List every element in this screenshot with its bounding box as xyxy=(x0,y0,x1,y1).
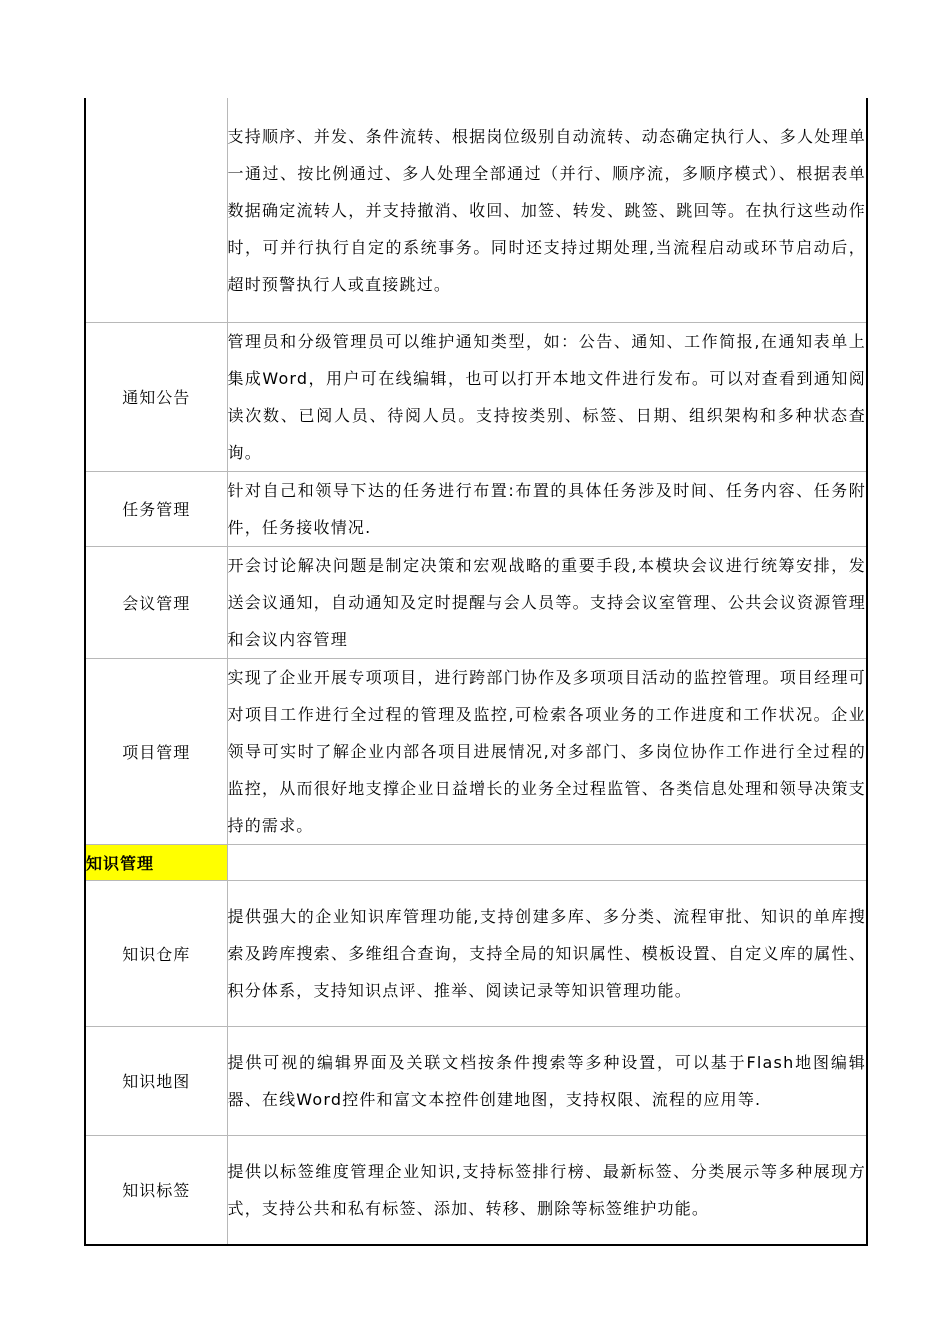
table-row xyxy=(85,98,867,322)
feature-name: 会议管理 xyxy=(85,546,227,658)
section-header-blank xyxy=(227,844,867,880)
feature-description: 提供可视的编辑界面及关联文档按条件搜索等多种设置，可以基于Flash地图编辑器、在线Word控件和富文本控件创建地图，支持权限、流程的应用等. xyxy=(227,1026,867,1135)
feature-table xyxy=(84,98,868,1246)
feature-name: 项目管理 xyxy=(85,658,227,844)
feature-description: 管理员和分级管理员可以维护通知类型，如：公告、通知、工作简报,在通知表单上集成Word，用户可在线编辑，也可以打开本地文件进行发布。可以对查看到通知阅读次数、已阅人员、待阅人员。支持按类别、标签、日期、组织架构和多种状态查询。 xyxy=(227,322,867,471)
section-title: 知识管理 xyxy=(85,844,227,880)
feature-name: 知识标签 xyxy=(85,1135,227,1245)
feature-description: 针对自己和领导下达的任务进行布置:布置的具体任务涉及时间、任务内容、任务附件，任务接收情况. xyxy=(227,471,867,546)
feature-description: 实现了企业开展专项项目，进行跨部门协作及多项项目活动的监控管理。项目经理可对项目工作进行全过程的管理及监控,可检索各项业务的工作进度和工作状况。企业领导可实时了解企业内部各项目进展情况,对多部门、多岗位协作工作进行全过程的监控，从而很好地支撑企业日益增长的业务全过程监管、各类信息处理和领导决策支持的需求。 xyxy=(227,658,867,844)
feature-name: 知识地图 xyxy=(85,1026,227,1135)
feature-description: 提供以标签维度管理企业知识,支持标签排行榜、最新标签、分类展示等多种展现方式，支持公共和私有标签、添加、转移、删除等标签维护功能。 xyxy=(227,1135,867,1245)
feature-description: 支持顺序、并发、条件流转、根据岗位级别自动流转、动态确定执行人、多人处理单一通过、按比例通过、多人处理全部通过（并行、顺序流，多顺序模式）、根据表单数据确定流转人，并支持撤消、收回、加签、转发、跳签、跳回等。在执行这些动作时，可并行执行自定的系统事务。同时还支持过期处理,当流程启动或环节启动后，超时预警执行人或直接跳过。 xyxy=(227,98,867,322)
feature-description: 提供强大的企业知识库管理功能,支持创建多库、多分类、流程审批、知识的单库搜索及跨库搜索、多维组合查询，支持全局的知识属性、模板设置、自定义库的属性、积分体系，支持知识点评、推举、阅读记录等知识管理功能。 xyxy=(227,880,867,1026)
table-row xyxy=(85,471,867,546)
table-row xyxy=(85,322,867,471)
table-row xyxy=(85,1026,867,1135)
section-header-row xyxy=(85,844,867,880)
feature-name: 知识仓库 xyxy=(85,880,227,1026)
table-row xyxy=(85,658,867,844)
table-row xyxy=(85,1135,867,1245)
feature-name: 任务管理 xyxy=(85,471,227,546)
table-row xyxy=(85,880,867,1026)
feature-description: 开会讨论解决问题是制定决策和宏观战略的重要手段,本模块会议进行统筹安排，发送会议通知，自动通知及定时提醒与会人员等。支持会议室管理、公共会议资源管理和会议内容管理 xyxy=(227,546,867,658)
feature-name: 通知公告 xyxy=(85,322,227,471)
feature-name xyxy=(85,98,227,322)
table-row xyxy=(85,546,867,658)
